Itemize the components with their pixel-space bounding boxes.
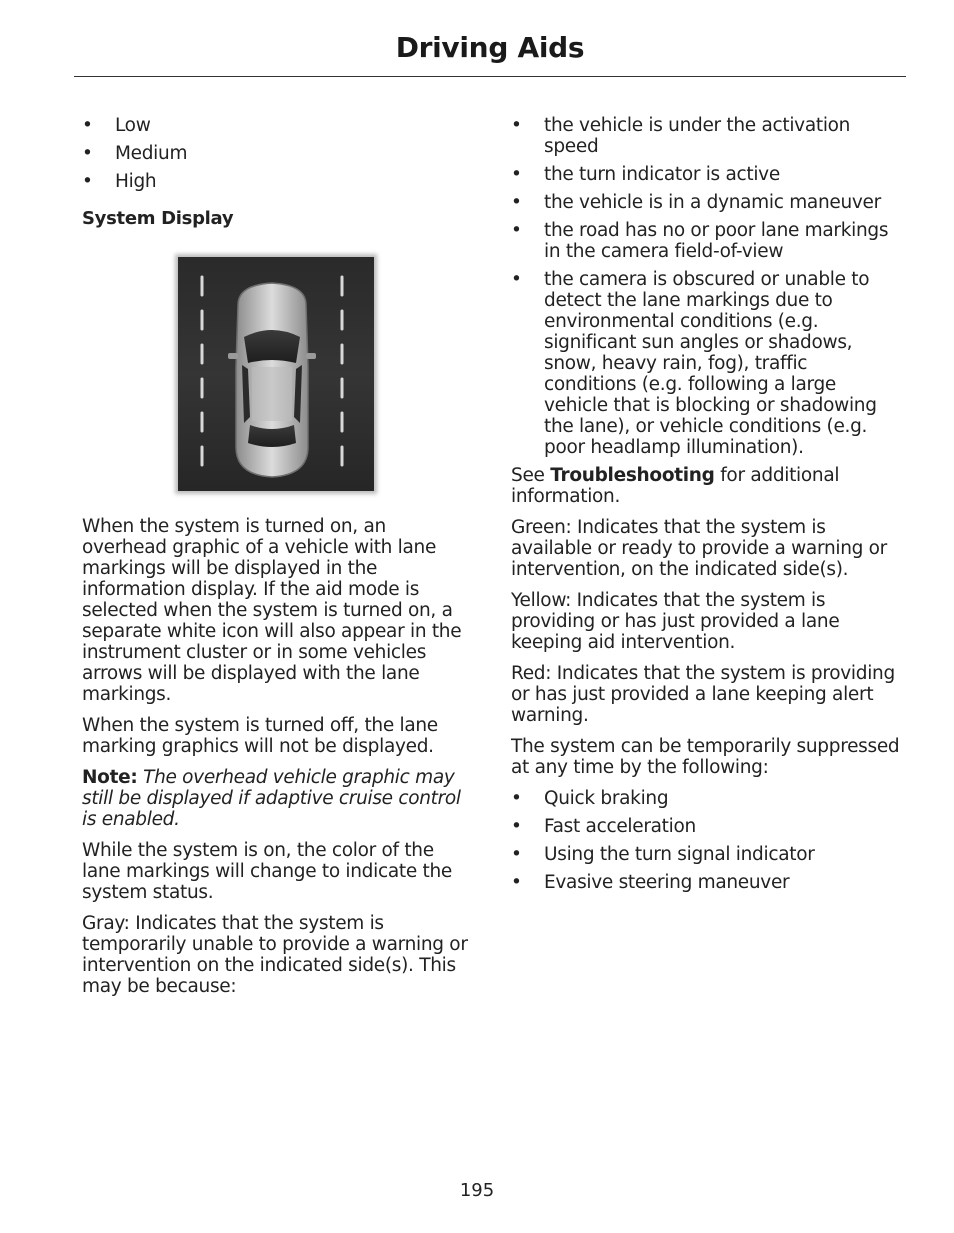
list-item: • the vehicle is under the activation speed [511,115,851,157]
list-item: • High [82,171,157,192]
bullet: • [511,115,522,136]
bullet: • [511,816,522,837]
list-item: • Quick braking [511,788,669,809]
bullet: • [511,844,522,865]
lane-display-illustration [178,257,374,491]
list-item: • Low [82,115,151,136]
paragraph: When the system is turned on, an overhead graphic of a vehicle with lane markings will be displayed in the information display. If the aid mode is selected when the system is turned on, a separate white icon will also appear in the instrument cluster or in some vehicles arrows will be displayed with the lane markings. [82,516,462,705]
list-item: • the turn indicator is active [511,164,780,185]
see-reference: See Troubleshooting for additional information. [511,465,840,507]
list-item: • Using the turn signal indicator [511,844,815,865]
paragraph: Yellow: Indicates that the system is providing or has just provided a lane keeping aid intervention. [511,590,840,653]
paragraph: Green: Indicates that the system is available or ready to provide a warning or intervention, on the indicated side(s). [511,517,887,580]
bullet: • [82,143,93,164]
list-item: • Evasive steering maneuver [511,872,790,893]
overhead-vehicle-icon [178,257,374,491]
page-title: Driving Aids [395,31,585,64]
sensitivity-list [82,115,474,192]
suppress-list [511,788,903,893]
list-item: • the road has no or poor lane markings in the camera field-of-view [511,220,889,262]
bullet: • [511,872,522,893]
list-item: • Fast acceleration [511,816,696,837]
bullet: • [511,192,522,213]
paragraph: Gray: Indicates that the system is temporarily unable to provide a warning or intervention on the indicated side(s). This may be because: [82,913,468,997]
page-header [74,28,906,77]
list-item: • the camera is obscured or unable to detect the lane markings due to environmental conditions (e.g. significant sun angles or shadows, snow, heavy rain, fog), traffic conditions (e.g. following a large vehicle that is blocking or shadowing the lane), or vehicle conditions (e.g. poor headlamp illumination). [511,269,877,458]
bullet: • [511,269,522,290]
paragraph: The system can be temporarily suppressed at any time by the following: [511,736,900,778]
section-heading: System Display [82,208,234,229]
paragraph: Red: Indicates that the system is providing or has just provided a lane keeping alert warning. [511,663,895,726]
right-column [511,115,903,900]
reasons-list [511,115,903,458]
bullet: • [511,788,522,809]
bullet: • [511,164,522,185]
troubleshooting-link[interactable]: Troubleshooting [550,465,715,486]
left-column [82,115,474,1007]
bullet: • [82,171,93,192]
note-text: The overhead vehicle graphic may still be displayed if adaptive cruise control is enabled. [82,767,461,830]
note [82,767,474,830]
list-item: • the vehicle is in a dynamic maneuver [511,192,881,213]
paragraph: While the system is on, the color of the lane markings will change to indicate the system status. [82,840,452,903]
page-number: 195 [459,1180,495,1201]
bullet: • [511,220,522,241]
paragraph: When the system is turned off, the lane marking graphics will not be displayed. [82,715,438,757]
bullet: • [82,115,93,136]
note-label: Note: [82,767,138,788]
list-item: • Medium [82,143,188,164]
